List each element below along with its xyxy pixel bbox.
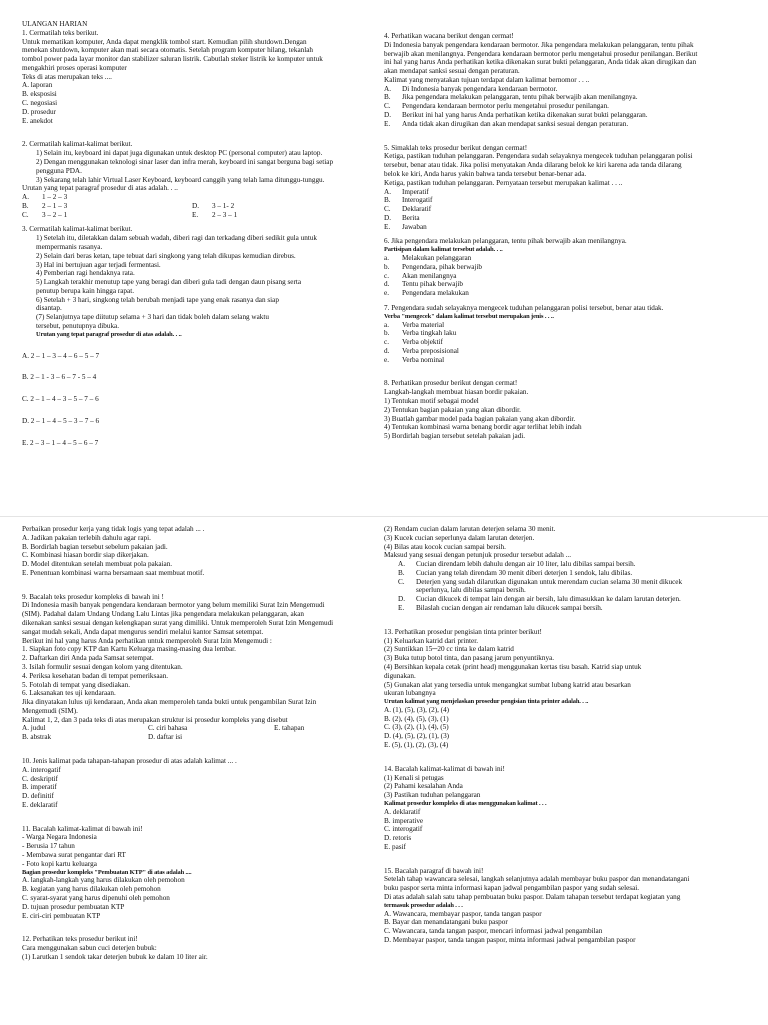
- q2-option-value: 2 – 1 – 3: [42, 201, 68, 210]
- question-12: [22, 935, 400, 961]
- option-text: Cucian direndam lebih dahulu dengan air 10 liter, lalu dibilas sampai bersih.: [416, 560, 636, 569]
- q4-option: [384, 102, 758, 111]
- option-key: a.: [384, 254, 389, 262]
- q15-line: Setelah tahap wawancara selesai, langkah selanjutnya adalah membayar buku paspor dan menandatangani: [384, 875, 690, 884]
- q2-options-row: [22, 193, 400, 202]
- q2-prompt: Urutan yang tepat paragraf prosedur di atas adalah. . ..: [22, 184, 178, 193]
- option-text: seperlunya, lalu dibilas sampai bersih.: [416, 586, 526, 595]
- option-key: D.: [384, 111, 391, 120]
- q3-item: 1) Setelah itu, diletakkan dalam sebuah wadah, diberi ragi dan terkadang diberi sedikit gula untuk: [36, 234, 318, 243]
- question-4: [384, 32, 758, 129]
- q5-option: [384, 188, 758, 197]
- question-14: [384, 765, 758, 852]
- q12c-line: Maksud yang sesuai dengan petunjuk prosedur tersebut adalah ...: [384, 551, 572, 560]
- q14-line: (2) Pahami kesalahan Anda: [384, 782, 463, 791]
- q6-option: [384, 272, 758, 281]
- q3-option: C. 2 – 1 – 4 – 3 – 5 – 7 – 6: [22, 395, 99, 404]
- q9-line: (SIM). Padahal dalam Undang Undang Lalu Lintas jika pengendara melakukan pelanggaran, akan: [22, 610, 305, 619]
- q3-item: 5) Langkah terakhir menutup tape yang beragi dan diberi gula tadi dengan daun pisang serta: [36, 278, 302, 287]
- q4-line: 4. Perhatikan wacana berikut dengan cermat!: [384, 32, 514, 40]
- q9-line: 4. Periksa kesehatan badan di tempat pemeriksaan.: [22, 671, 169, 680]
- q1-line: tombol power pada layar monitor dan stabilizer saluran listrik. Cabutlah steker listrik ke komputer untuk: [22, 55, 323, 64]
- option-key: C.: [398, 577, 405, 586]
- q6-option: [384, 280, 758, 289]
- q11-line: - Warga Negara Indonesia: [22, 833, 97, 842]
- q3-item: 4) Pemberian ragi hendaknya rata.: [36, 269, 135, 278]
- option-text: Cucian yang telah direndam 30 menit diberi deterjen 1 sendok, lalu dibilas.: [416, 568, 633, 577]
- q9-option: B. abstrak: [22, 733, 52, 742]
- q13-line: A. (1), (5), (3), (2), (4): [384, 705, 450, 714]
- q14-line: Kalimat prosedur kompleks di atas menggunakan kalimat . . .: [384, 799, 547, 807]
- q1-line: Untuk mematikan komputer, Anda dapat mengklik tombol start. Kemudian pilih shutdown.Dengan: [22, 37, 307, 46]
- q9-line: Kalimat 1, 2, dan 3 pada teks di atas merupakan struktur isi prosedur kompleks yang disebut: [22, 715, 288, 724]
- q5-line: tersebut, benar atau tidak. Jika polisi menyatakan Anda dilarang belok ke kiri karena ada tanda dilarang: [384, 161, 682, 170]
- option-key: b.: [384, 329, 390, 338]
- q7-option: [384, 321, 758, 330]
- q13-line: (4) Bersihkan kepala cetak (print head) menggunakan kertas tisu basah. Katrid siap untuk: [384, 662, 642, 671]
- option-text: Tentu pihak berwajib: [402, 280, 463, 289]
- q14-line: E. pasif: [384, 842, 406, 851]
- option-text: Pengendara melakukan: [402, 289, 469, 298]
- q5-option: [384, 196, 758, 205]
- q12-option: [384, 560, 758, 569]
- q2-item: pengguna PDA.: [36, 166, 82, 175]
- q10-line: 10. Jenis kalimat pada tahapan-tahapan prosedur di atas adalah kalimat ... .: [22, 756, 237, 765]
- q2-intro: 2. Cermatilah kalimat-kalimat berikut.: [22, 140, 133, 149]
- q3-item: 2) Selain dari beras ketan, tape tebuat dari singkong yang telah dikupas kemudian direbus.: [36, 251, 296, 260]
- q11-line: Bagian prosedur kompleks "Pembuatan KTP" di atas adalah ....: [22, 868, 192, 876]
- q15-line: C. Wawancara, tanda tangan paspor, mencari informasi jadwal pengambilan: [384, 927, 603, 936]
- q2-item: 3) Sekarang telah lahir Virtual Laser Keyboard, keyboard canggih yang telah lama ditunggu-tunggu.: [36, 175, 325, 184]
- q12c-line: (2) Rendam cucian dalam larutan deterjen selama 30 menit.: [384, 525, 556, 533]
- q9-line: 3. Isilah formulir sesuai dengan kolom yang ditentukan.: [22, 662, 183, 671]
- q12-option: [384, 578, 758, 587]
- q3-item: tersebut, penutupnya dibuka.: [36, 322, 120, 330]
- q6-option: [384, 254, 758, 263]
- q15-line: A. Wawancara, membayar paspor, tanda tangan paspor: [384, 909, 542, 918]
- exam-title: ULANGAN HARIAN: [22, 20, 88, 28]
- option-text: Jika pengendara melakukan pelanggaran, tentu pihak berwajib akan menilangnya.: [402, 93, 638, 102]
- question-2: [22, 140, 400, 219]
- option-text: Cucian dikucek di tempat lain dengan air bersih, lalu dimasukkan ke dalam larutan deterjen.: [416, 595, 681, 604]
- option-text: Anda tidak akan dirugikan dan akan mendapat sanksi sesuai dengan peraturan.: [402, 119, 629, 128]
- option-key: B.: [384, 196, 391, 205]
- q12-line: 12. Perhatikan teks prosedur berikut ini!: [22, 935, 138, 944]
- option-key: D.: [398, 595, 405, 604]
- q9-option: [274, 733, 400, 742]
- q13-line: ukuran lubangnya: [384, 689, 436, 698]
- q11-line: - Foto kopi kartu keluarga: [22, 859, 97, 868]
- q12-line: Cara menggunakan sabun cuci deterjen bubuk:: [22, 944, 157, 953]
- q3-item: penutup berupa kain hingga rapat.: [36, 286, 134, 295]
- q9-options-row: [22, 724, 400, 733]
- q10-line: E. deklaratif: [22, 800, 58, 809]
- question-11: [22, 825, 400, 921]
- q2-option-value: 1 – 2 – 3: [42, 193, 68, 202]
- option-key: E.: [384, 222, 391, 231]
- q9-options-row: [22, 733, 400, 742]
- question-5: [384, 144, 758, 232]
- q3-intro: 3. Cermatilah kalimat-kalimat berikut.: [22, 225, 133, 234]
- q2-option-key: B.: [22, 201, 29, 210]
- option-text: Melakukan pelanggaran: [402, 254, 472, 262]
- q12-option: [384, 569, 758, 578]
- q8c-line: C. Kombinasi hiasan bordir siap dikerjakan.: [22, 551, 149, 560]
- q9-line: 9. Bacalah teks prosedur kompleks di bawah ini !: [22, 592, 164, 601]
- option-text: Di Indonesia banyak pengendara kendaraan bermotor.: [402, 84, 558, 93]
- q14-line: A. deklaratif: [384, 807, 421, 816]
- q11-line: - Membawa surat pengantar dari RT: [22, 851, 126, 859]
- q5-option: [384, 223, 758, 232]
- option-key: [398, 586, 416, 595]
- q1-line: Teks di atas merupakan teks ....: [22, 72, 112, 81]
- q11-line: B. kegiatan yang harus dilakukan oleh pemohon: [22, 885, 161, 894]
- q13-line: Urutan kalimat yang menjelaskan prosedur pengisian tinta printer adalah. . ..: [384, 698, 589, 706]
- q7-option: [384, 347, 758, 356]
- q2-option-value: 3 – 2 – 1: [42, 210, 68, 219]
- q14-line: C. interogatif: [384, 825, 423, 834]
- q2-option-key: D.: [192, 201, 199, 210]
- q2-item: 2) Dengan menggunakan teknologi sinar laser dan infra merah, keyboard ini sangat berguna bagi setiap: [36, 157, 334, 166]
- q7-option: [384, 329, 758, 338]
- option-text: Pengendara, pihak berwajib: [402, 262, 483, 271]
- page-top: [0, 0, 768, 500]
- q9-option: E. tahapan: [274, 724, 305, 733]
- q9-line: Di Indonesia masih banyak pengendara kendaraan bermotor yang belum memiliki Surat Izin Mengemudi: [22, 601, 325, 610]
- q3-option: B. 2 – 1 - 3 – 6 – 7 - 5 – 4: [22, 373, 97, 382]
- q9-option: C. ciri bahasa: [148, 724, 188, 733]
- question-13: [384, 628, 758, 750]
- q1-line: mengakhiri proses operasi komputer: [22, 63, 127, 72]
- question-15: [384, 867, 758, 945]
- option-text: Verba preposisional: [402, 346, 459, 355]
- option-key: A.: [398, 560, 405, 569]
- question-3: [22, 222, 400, 447]
- q8c-line: B. Bordirlah bagian tersebut sebelum pakaian jadi.: [22, 542, 168, 551]
- q15-line: 15. Bacalah paragraf di bawah ini!: [384, 866, 484, 875]
- q9-option: D. daftar isi: [148, 733, 183, 742]
- q4-option: [384, 93, 758, 102]
- q12c-line: (3) Kucek cucian seperlunya dalam larutan deterjen.: [384, 533, 535, 542]
- q3-option: E. 2 – 3 – 1 – 4 – 5 – 6 – 7: [22, 438, 99, 447]
- option-key: e.: [384, 355, 389, 364]
- q4-line: Kalimat yang menyatakan tujuan terdapat dalam kalimat bernomor . . ..: [384, 75, 590, 84]
- q5-line: Ketiga, pastikan tuduhan pelanggaran. Pengendara sudah selayaknya mengecek tuduhan pelanggaran polisi: [384, 152, 693, 161]
- q12-line: (1) Larutkan 1 sendok takar deterjen bubuk ke dalam 10 liter air.: [22, 952, 208, 961]
- q15-line: buku paspor serta minta informasi kapan jadwal pengambilan paspor yang sudah selesai.: [384, 884, 640, 893]
- option-text: Deklaratif: [402, 205, 432, 214]
- q11-line: C. syarat-syarat yang harus dipenuhi oleh pemohon: [22, 893, 170, 902]
- option-text: Pengendara kendaraan bermotor perlu mengetahui prosedur penilangan.: [402, 102, 609, 111]
- q9-line: dikenakan sanksi sesuai dengan kelengkapan surat yang dimiliki. Untuk memperoleh Surat Izin Mengemudi: [22, 619, 334, 628]
- q11-line: D. tujuan prosedur pembuatan KTP: [22, 902, 125, 911]
- q3-item: 6) Setelah + 3 hari, singkong telah berubah menjadi tape yang enak rasanya dan siap: [36, 295, 279, 304]
- option-text: Interogatif: [402, 196, 433, 205]
- q9-line: sangat mudah sekali, Anda dapat mengurus sendiri melalui kantor Samsat setempat.: [22, 627, 264, 636]
- q3-item: mempermanis rasanya.: [36, 242, 103, 251]
- q4-line: berwajib akan menilangnya. Pengendara kendaraan bermotor perlu mengetahui prosedur penilangan. Berikut: [384, 49, 698, 58]
- q12-option: [384, 604, 758, 613]
- q14-line: (1) Kenali si petugas: [384, 773, 444, 782]
- q5-option: [384, 205, 758, 214]
- option-text: Verba material: [402, 320, 445, 329]
- q2-option-key: C.: [22, 210, 29, 219]
- q13-line: B. (2), (4), (5), (3), (1): [384, 714, 449, 723]
- option-text: Berikut ini hal yang harus Anda perhatikan ketika dikenakan surat bukti pelanggaran.: [402, 111, 648, 120]
- q9-option: A. judul: [22, 724, 46, 733]
- page-bottom: [0, 516, 768, 1025]
- q5-option: [384, 214, 758, 223]
- q15-line: Di atas adalah salah satu tahap pembuatan buku paspor. Dalam tahapan tersebut terdapat kegiatan yang: [384, 892, 681, 901]
- q9-line: Jika dinyatakan lulus uji kendaraan, Anda akan memperoleh tanda bukti untuk pengambilan Surat Izin: [22, 698, 317, 707]
- q9-line: 5. Fotolah di tempat yang disediakan.: [22, 680, 130, 689]
- q13-line: digunakan.: [384, 671, 416, 680]
- q9-line: Berikut ini hal yang harus Anda perhatikan untuk memperoleh Surat Izin Mengemudi :: [22, 636, 272, 645]
- q4-option: [384, 111, 758, 120]
- option-key: A.: [384, 187, 391, 196]
- option-key: E.: [384, 119, 391, 128]
- q12-option: [384, 586, 758, 595]
- q1-option: E. anekdot: [22, 116, 53, 125]
- question-1: [22, 29, 400, 126]
- q1-option: C. negosiasi: [22, 99, 58, 108]
- q13-line: C. (3), (2), (1), (4), (5): [384, 723, 449, 732]
- question-10: [22, 757, 400, 810]
- q11-line: E. ciri-ciri pembuatan KTP: [22, 911, 101, 920]
- q10-line: C. deskriptif: [22, 774, 58, 783]
- option-key: d.: [384, 346, 390, 355]
- option-text: Verba objektif: [402, 338, 443, 347]
- q5-line: Ketiga, pastikan tuduhan pelanggaran. Pernyataan tersebut merupakan kalimat . . ..: [384, 178, 623, 187]
- q8-line: 8. Perhatikan prosedur berikut dengan cermat!: [384, 379, 518, 388]
- q4-line: ini hal yang harus Anda perhatikan ketika dikenakan surat bukti pelanggaran, Anda tidak akan dirugikan dan: [384, 58, 697, 67]
- option-text: Bilaslah cucian dengan air rendaman lalu dikucek sampai bersih.: [416, 604, 603, 613]
- q7-line: Verba "mengecek" dalam kalimat tersebut merupakan jenis . . ..: [384, 312, 554, 320]
- q6-option: [384, 263, 758, 272]
- q9-line: 2. Daftarkan diri Anda pada Samsat setempat.: [22, 654, 154, 663]
- option-text: Imperatif: [402, 187, 429, 196]
- option-text: Berita: [402, 213, 420, 222]
- q8c-line: A. Jadikan pakaian terlebih dahulu agar rapi.: [22, 533, 151, 542]
- q8-line: Langkah-langkah membuat hiasan bordir pakaian.: [384, 388, 529, 397]
- option-key: A.: [384, 84, 391, 93]
- option-text: Jawaban: [402, 222, 427, 231]
- q2-option-key: A.: [22, 193, 29, 202]
- q1-option: B. eksposisi: [22, 90, 57, 99]
- option-key: c.: [384, 271, 389, 280]
- q2-option-key: E.: [192, 210, 199, 219]
- q11-line: - Berusia 17 tahun: [22, 842, 75, 851]
- option-text: Verba tingkah laku: [402, 329, 457, 338]
- q2-option-value: 3 – 1- 2: [212, 201, 235, 210]
- option-key: d.: [384, 280, 390, 289]
- option-key: E.: [398, 604, 405, 613]
- q2-options-row: [22, 211, 400, 220]
- option-key: B.: [398, 568, 405, 577]
- q8c-line: E. Penentuan kombinasi warna bersamaan saat membuat motif.: [22, 568, 205, 577]
- question-6: [384, 237, 758, 298]
- q13-line: (2) Suntikkan 15─20 cc tinta ke dalam katrid: [384, 645, 514, 654]
- q8c-line: Perbaikan prosedur kerja yang tidak logis yang tepat adalah ... .: [22, 525, 205, 533]
- question-9: [22, 593, 400, 742]
- q3-prompt: Urutan yang tepat paragraf prosedur di atas adalah. . ..: [36, 330, 182, 338]
- q4-line: akan mendapat sanksi sesuai dengan peraturan.: [384, 67, 520, 76]
- question-7: [384, 304, 758, 365]
- bottom-right-column: [384, 525, 758, 951]
- q7-option: [384, 338, 758, 347]
- q12-option: [384, 595, 758, 604]
- q13-line: D. (4), (5), (2), (1), (3): [384, 732, 450, 741]
- option-text: Verba nominal: [402, 355, 445, 364]
- q8-line: 5) Bordirlah bagian tersebut setelah pakaian jadi.: [384, 432, 526, 441]
- q13-line: (5) Gunakan alat yang tersedia untuk mengangkat sumbat lubang katrid atau besarkan: [384, 680, 631, 689]
- q8-line: 3) Buatlah gambar model pada bagian pakaian yang akan dibordir.: [384, 414, 576, 423]
- q8-line: 2) Tentukan bagian pakaian yang akan dibordir.: [384, 405, 521, 414]
- q13-line: (3) Buka tutup botol tinta, dan pasang jarum penyuntiknya.: [384, 654, 555, 663]
- q5-line: belok ke kiri, Anda harus yakin bahwa tanda tersebut benar-benar ada.: [384, 169, 587, 178]
- q9-line: 1. Siapkan foto copy KTP dan Kartu Keluarga masing-masing dua lembar.: [22, 645, 236, 654]
- q10-line: A. interogatif: [22, 765, 61, 774]
- top-right-column: [384, 32, 758, 447]
- option-key: e.: [384, 289, 389, 298]
- q11-line: 11. Bacalah kalimat-kalimat di bawah ini!: [22, 824, 143, 833]
- option-key: C.: [384, 102, 391, 111]
- q7-line: 7. Pengendara sudah selayaknya mengecek tuduhan pelanggaran polisi tersebut, benar atau tidak.: [384, 303, 664, 312]
- q7-option: [384, 356, 758, 365]
- q2-option-value: 2 – 3 – 1: [212, 210, 238, 219]
- question-8: [384, 379, 758, 440]
- q5-line: 5. Simaklah teks prosedur berikut dengan cermat!: [384, 143, 528, 152]
- q3-item: 3) Hal ini bertujuan agar terjadi fermentasi.: [36, 260, 161, 269]
- q8-line: 4) Tentukan kombinasi warna benang bordir agar terlihat lebih indah: [384, 423, 582, 432]
- q4-option: [384, 120, 758, 129]
- q4-line: Di Indonesia banyak pengendara kendaraan bermotor. Jika pengendara melakukan pelanggaran, tentu pihak: [384, 40, 694, 49]
- q15-line: termasuk prosedur adalah . . .: [384, 901, 463, 909]
- q14-line: (3) Pastikan tuduhan pelanggaran: [384, 791, 481, 800]
- option-text: Deterjen yang sudah dilarutkan digunakan untuk merendam cucian selama 30 menit dikucek: [416, 577, 683, 586]
- q10-line: D. definitif: [22, 792, 54, 801]
- q2-item: 1) Selain itu, keyboard ini dapat juga digunakan untuk desktop PC (personal computer) atau laptop.: [36, 149, 323, 158]
- q15-line: D. Membayar paspor, tanda tangan paspor, minta informasi jadwal pengambilan paspor: [384, 935, 636, 944]
- q10-line: B. imperatif: [22, 783, 57, 792]
- q1-option: D. prosedur: [22, 107, 56, 116]
- option-key: B.: [384, 93, 391, 102]
- q2-options-row: [22, 202, 400, 211]
- q13-line: E. (5), (1), (2), (3), (4): [384, 741, 449, 749]
- q3-option: A. 2 – 1 – 3 – 4 – 6 – 5 – 7: [22, 351, 100, 360]
- q9-line: Mengemudi (SIM).: [22, 706, 78, 715]
- q13-line: (1) Keluarkan katrid dari printer.: [384, 636, 478, 645]
- option-key: D.: [384, 213, 391, 222]
- question-12-continued: [384, 525, 758, 613]
- q3-option: D. 2 – 1 – 4 – 5 – 3 – 7 – 6: [22, 416, 100, 425]
- q11-line: A. langkah-langkah yang harus dilakukan oleh pemohon: [22, 876, 185, 885]
- option-key: b.: [384, 262, 390, 271]
- q12c-line: (4) Bilas atau kocok cucian sampai bersih.: [384, 542, 506, 551]
- q4-option: [384, 85, 758, 94]
- q6-line: Partisipan dalam kalimat tersebut adalah. . ..: [384, 246, 503, 254]
- q1-line: 1. Cermatilah teks berikut.: [22, 28, 99, 37]
- question-8-continued: [22, 525, 400, 578]
- q3-item: (7) Selanjutnya tape diitutup selama + 3 hari dan tidak boleh dalam selang waktu: [36, 313, 269, 322]
- q1-line: menekan shutdown, komputer akan mati secara otomatis. Setelah program komputer hilang, tekanlah: [22, 46, 314, 55]
- q1-option: A. laporan: [22, 81, 53, 90]
- option-key: C.: [384, 205, 391, 214]
- option-key: a.: [384, 320, 389, 329]
- q8-line: 1) Tentukan motif sebagai model: [384, 396, 479, 405]
- q15-line: B. Bayar dan menandatangani buku paspor: [384, 918, 508, 927]
- q6-option: [384, 289, 758, 298]
- top-left-column: [22, 20, 400, 454]
- q13-line: 13. Perhatikan prosedur pengisian tinta printer berikut!: [384, 627, 542, 636]
- q14-line: 14. Bacalah kalimat-kalimat di bawah ini!: [384, 764, 505, 773]
- q8c-line: D. Model ditentukan setelah membuat pola pakaian.: [22, 560, 173, 569]
- q14-line: B. imperative: [384, 816, 424, 825]
- q6-line: 6. Jika pengendara melakukan pelanggaran, tentu pihak berwajib akan menilangnya.: [384, 237, 627, 246]
- q9-line: 6. Laksanakan tes uji kendaraan.: [22, 689, 116, 698]
- option-key: c.: [384, 338, 389, 347]
- bottom-left-column: [22, 525, 400, 968]
- q3-item: disantap.: [36, 304, 62, 313]
- q14-line: D. retoris: [384, 834, 412, 843]
- option-text: Akan menilangnya: [402, 271, 457, 280]
